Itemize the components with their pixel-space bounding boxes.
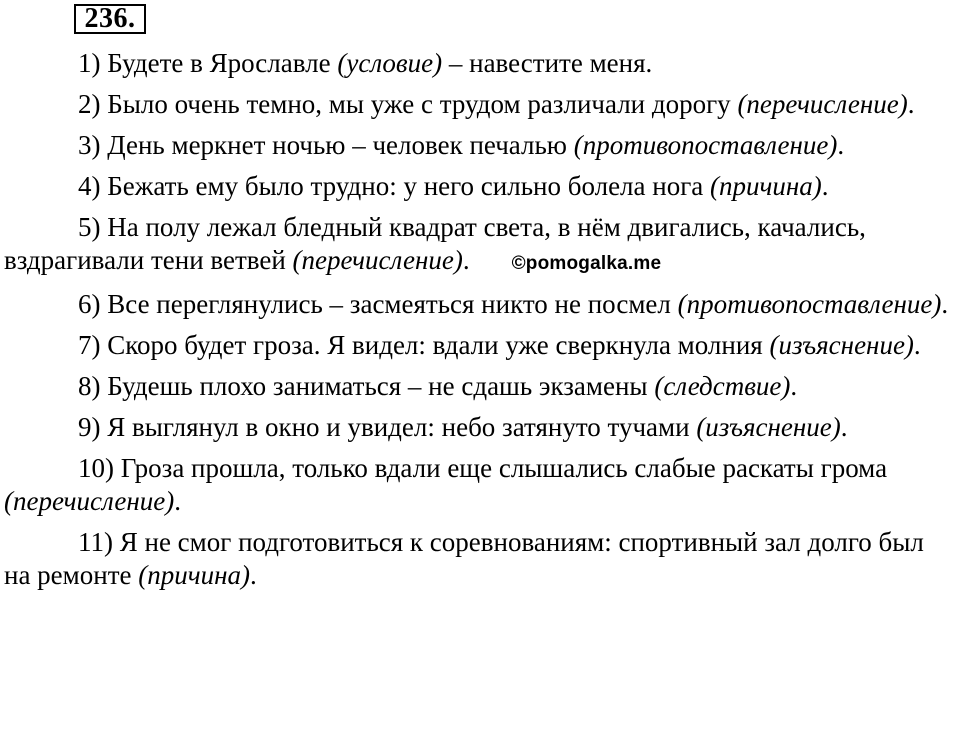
sentence-note: (перечисление) (292, 245, 463, 275)
sentence-text: 2) Было очень темно, мы уже с трудом различали дорогу (78, 89, 738, 119)
sentence-note: (изъяснение) (696, 412, 841, 442)
sentence-note: (причина) (710, 171, 822, 201)
sentence-text: 3) День меркнет ночью – человек печалью (78, 130, 574, 160)
sentence-1 (4, 47, 954, 80)
sentence-text: 4) Бежать ему было трудно: у него сильно болела нога (78, 171, 711, 201)
sentence-8 (4, 370, 954, 403)
sentence-note: (причина) (138, 560, 251, 590)
sentence-11 (4, 526, 954, 592)
sentence-tail: – навестите меня. (442, 48, 653, 78)
sentence-tail: . (250, 560, 257, 590)
sentence-tail: . (837, 130, 845, 160)
sentence-tail: . (907, 89, 915, 119)
sentence-3 (4, 129, 954, 162)
sentence-9 (4, 411, 954, 444)
sentence-text: 11) Я не смог подготовиться к соревнованиям: спортивный зал долго был на ремонте (4, 527, 924, 590)
sentence-note: (перечисление) (4, 486, 175, 516)
sentence-text: 8) Будешь плохо заниматься – не сдашь экзамены (78, 371, 655, 401)
sentence-note: (противопоставление) (573, 130, 838, 160)
sentence-tail: . (821, 171, 829, 201)
sentence-5 (4, 211, 954, 280)
sentence-2 (4, 88, 954, 121)
sentence-tail: . (941, 289, 949, 319)
sentence-tail: . (790, 371, 798, 401)
sentence-tail: . (174, 486, 182, 516)
sentence-list (4, 47, 954, 600)
sentence-text: 9) Я выглянул в окно и увидел: небо затянуто тучами (78, 412, 697, 442)
sentence-7 (4, 329, 954, 362)
sentence-10 (4, 452, 954, 518)
sentence-tail: . (462, 245, 470, 275)
sentence-tail: . (913, 330, 921, 360)
sentence-note: (противопоставление) (677, 289, 942, 319)
sentence-text: 7) Скоро будет гроза. Я видел: вдали уже сверкнула молния (78, 330, 770, 360)
sentence-note: (следствие) (654, 371, 791, 401)
sentence-text: 6) Все переглянулись – засмеяться никто не посмел (78, 289, 678, 319)
sentence-text: 5) На полу лежал бледный квадрат света, в нём двигались, качались, вздрагивали тени ветвей (4, 212, 866, 275)
sentence-6 (4, 288, 954, 321)
sentence-4 (4, 170, 954, 203)
sentence-text: 1) Будете в Ярославле (78, 48, 338, 78)
sentence-note: (изъяснение) (769, 330, 914, 360)
exercise-number: 236. (74, 4, 146, 34)
sentence-note: (условие) (337, 48, 443, 78)
sentence-note: (перечисление) (737, 89, 908, 119)
watermark: ©pomogalka.me (511, 253, 662, 274)
sentence-tail: . (840, 412, 848, 442)
sentence-text: 10) Гроза прошла, только вдали еще слышались слабые раскаты грома (78, 453, 888, 483)
